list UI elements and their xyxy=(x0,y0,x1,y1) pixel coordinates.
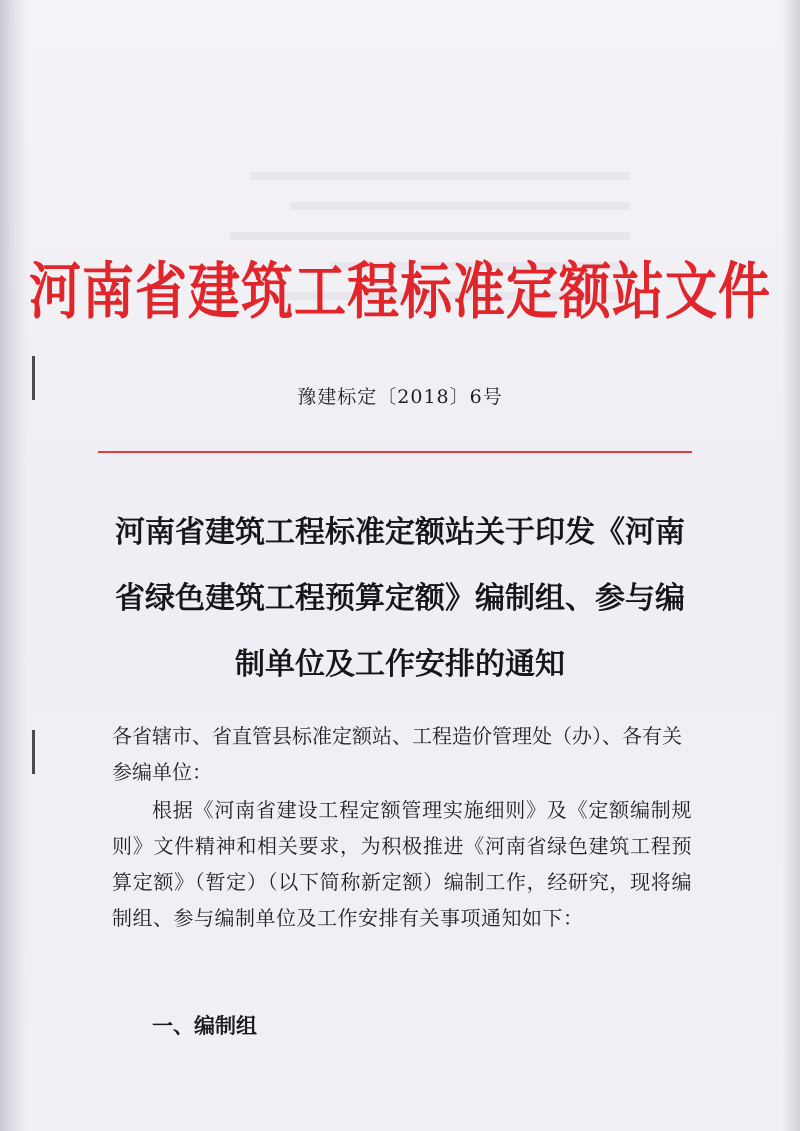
notice-body xyxy=(112,718,692,936)
section-heading: 一、编制组 xyxy=(152,1014,257,1038)
header-divider-rule xyxy=(98,451,692,453)
notice-title-line: 制单位及工作安排的通知 xyxy=(235,647,565,682)
org-header-title: 河南省建筑工程标准定额站文件 xyxy=(28,256,771,329)
notice-title-line: 河南省建筑工程标准定额站关于印发《河南 xyxy=(115,515,685,550)
scan-edge-shadow-left xyxy=(0,0,28,1131)
binding-mark-bottom xyxy=(32,730,35,774)
notice-title-line: 省绿色建筑工程预算定额》编制组、参与编 xyxy=(115,581,685,616)
notice-title xyxy=(95,500,705,698)
scan-edge-shadow-right xyxy=(782,0,800,1131)
document-number: 豫建标定〔2018〕6号 xyxy=(297,386,503,408)
body-paragraph: 根据《河南省建设工程定额管理实施细则》及《定额编制规则》文件精神和相关要求，为积极推进《河南省绿色建筑工程预算定额》（暂定）（以下简称新定额）编制工作，经研究，现将编制组、参与编制单位及工作安排有关事项通知如下： xyxy=(112,798,692,930)
addressee-line: 各省辖市、省直管县标准定额站、工程造价管理处（办）、各有关参编单位： xyxy=(112,724,682,784)
